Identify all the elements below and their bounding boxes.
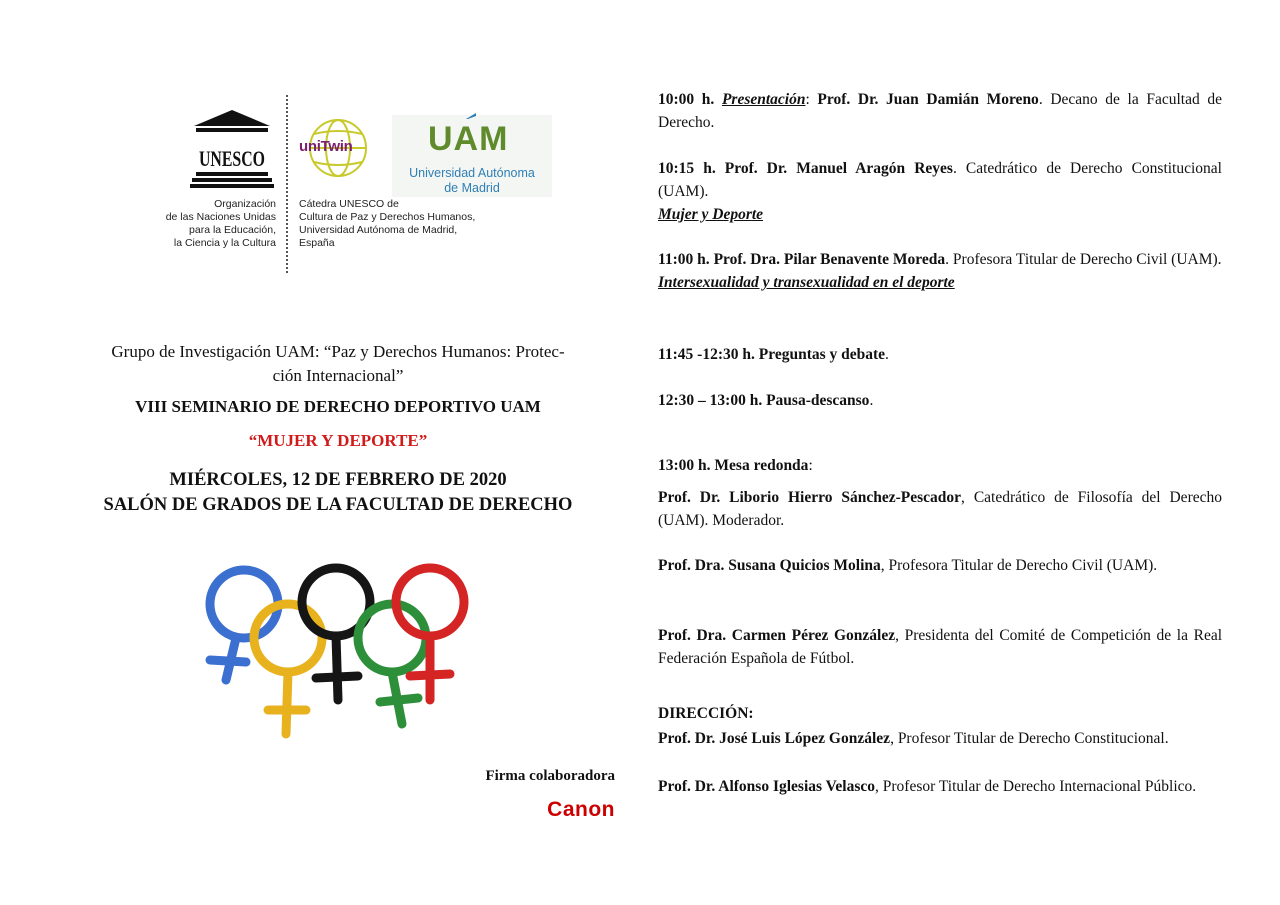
accent-mark-icon: [464, 113, 476, 119]
speaker-name: Prof. Dr. Juan Damián Moreno: [817, 91, 1039, 108]
speaker-name: Prof. Dra. Pilar Benavente Moreda: [713, 251, 946, 268]
session-talk-2: 11:00 h. Prof. Dra. Pilar Benavente Moreda. Profesora Titular de Derecho Civil (UAM). Intersexualidad y transexualidad en el deporte: [658, 251, 1222, 291]
session-break: 12:30 – 13:00 h. Pausa-descanso.: [658, 392, 874, 409]
session-topic: Mujer y Deporte: [658, 206, 764, 223]
unesco-caption: Organización de las Naciones Unidas para la Educación, la Ciencia y la Cultura: [165, 198, 276, 249]
speaker-name: Prof. Dr. Liborio Hierro Sánchez-Pescador: [658, 489, 962, 506]
sponsor-label: Firma colaboradora: [485, 768, 615, 784]
unitwin-wordmark: uniTwin: [299, 138, 353, 155]
direction-label: DIRECCIÓN:: [658, 705, 754, 722]
logo-divider: [286, 95, 288, 273]
date-venue: [40, 468, 636, 518]
research-group-title: Grupo de Investigación UAM: “Paz y Derechos Humanos: Protec- ción Internacional”: [111, 342, 565, 385]
unesco-logo: [190, 108, 274, 188]
session-talk-1: 10:15 h. Prof. Dr. Manuel Aragón Reyes. Catedrático de Derecho Constitucional (UAM). Mujer y Deporte: [658, 160, 1222, 223]
session-topic: Intersexualidad y transexualidad en el deporte: [658, 274, 955, 291]
panelist-1: Prof. Dr. Liborio Hierro Sánchez-Pescador, Catedrático de Filosofía del Derecho (UAM). Moderador.: [658, 489, 1222, 529]
session-presentation: 10:00 h. Presentación: Prof. Dr. Juan Damián Moreno. Decano de la Facultad de Derecho.: [658, 91, 1222, 131]
female-symbol-rings-illustration: [196, 552, 486, 744]
unesco-wordmark: UNESCO: [199, 146, 265, 171]
session-round-table: 13:00 h. Mesa redonda:: [658, 457, 813, 474]
event-title: “MUJER Y DEPORTE”: [248, 431, 428, 450]
uam-name: Universidad Autónoma de Madrid: [409, 166, 535, 195]
panelist-3: Prof. Dra. Carmen Pérez González, Presidenta del Comité de Competición de la Real Federación Española de Fútbol.: [658, 627, 1223, 667]
session-questions: 11:45 -12:30 h. Preguntas y debate.: [658, 346, 889, 363]
event-date: MIÉRCOLES, 12 DE FEBRERO DE 2020: [169, 470, 507, 490]
speaker-name: Prof. Dr. Alfonso Iglesias Velasco: [658, 778, 876, 795]
uam-wordmark: UAM: [428, 120, 509, 158]
catedra-caption: Cátedra UNESCO de Cultura de Paz y Derechos Humanos, Universidad Autónoma de Madrid, España: [299, 198, 476, 249]
director-2: Prof. Dr. Alfonso Iglesias Velasco, Profesor Titular de Derecho Internacional Público.: [658, 778, 1197, 795]
speaker-name: Prof. Dra. Susana Quicios Molina: [658, 557, 881, 574]
director-1: Prof. Dr. José Luis López González, Profesor Titular de Derecho Constitucional.: [658, 730, 1169, 747]
session-topic: Presentación: [721, 91, 806, 108]
speaker-name: Prof. Dr. Manuel Aragón Reyes: [724, 160, 953, 177]
speaker-name: Prof. Dra. Carmen Pérez González: [658, 627, 896, 644]
canon-logo: Canon: [547, 798, 615, 821]
panelist-2: Prof. Dra. Susana Quicios Molina, Profesora Titular de Derecho Civil (UAM).: [658, 557, 1158, 574]
seminar-title: VIII SEMINARIO DE DERECHO DEPORTIVO UAM: [135, 397, 541, 416]
event-venue: SALÓN DE GRADOS DE LA FACULTAD DE DERECHO: [103, 495, 573, 515]
red-female-symbol-icon: [396, 568, 464, 700]
speaker-name: Prof. Dr. José Luis López González: [658, 730, 891, 747]
